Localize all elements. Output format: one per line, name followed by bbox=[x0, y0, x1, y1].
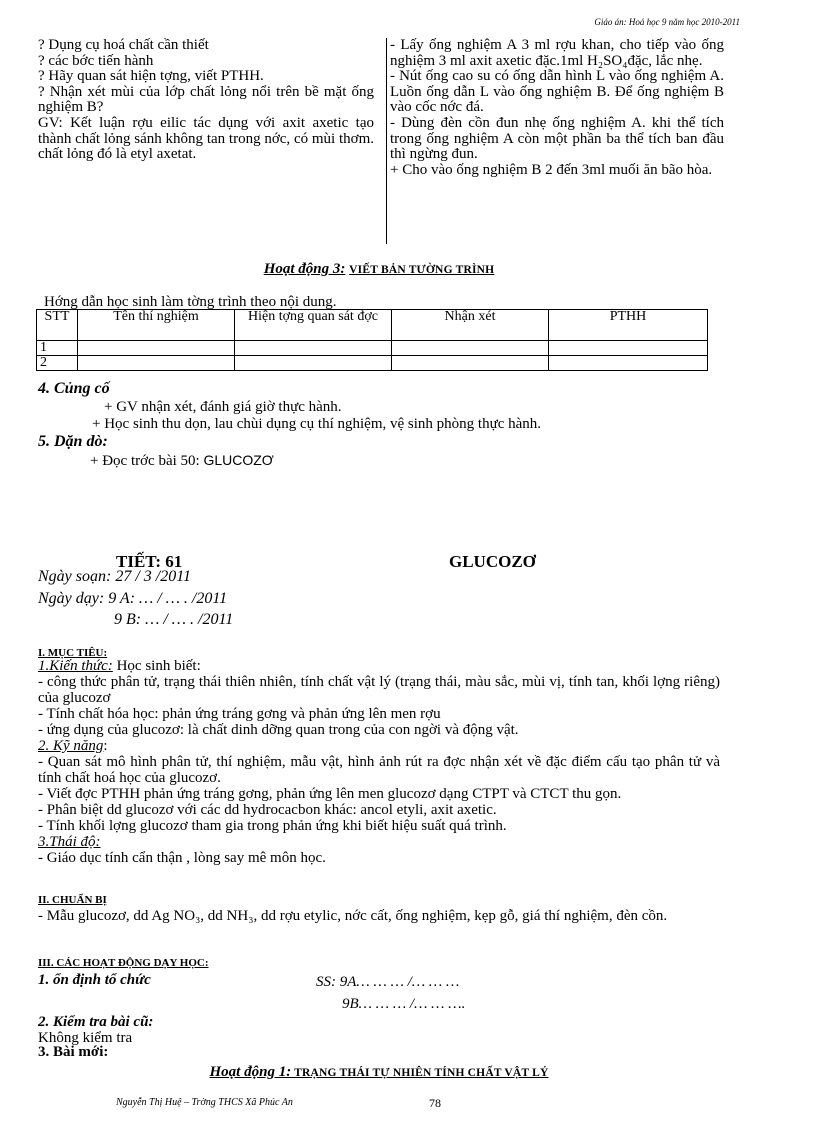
knowledge-item: - công thức phân tử, trạng thái thiên nhiên, tính chất vật lý (trạng thái, màu sắc, mùi vị, tính tan, khối lợng riêng) của glucozơ bbox=[38, 674, 720, 706]
section4-item: + GV nhận xét, đánh giá giờ thực hành. bbox=[104, 399, 342, 415]
knowledge-intro: Học sinh biết: bbox=[112, 658, 201, 674]
left-line: ? Dụng cụ hoá chất cần thiết bbox=[38, 37, 209, 53]
table-row bbox=[37, 341, 708, 356]
teach-date-b: 9 B: … / … . /2011 bbox=[114, 611, 234, 628]
table-header-cell: STT bbox=[37, 310, 78, 341]
activity1-title: TRẠNG THÁI TỰ NHIÊN TÍNH CHẤT VẬT LÝ bbox=[291, 1067, 549, 1079]
section5-item bbox=[90, 452, 274, 469]
table-header-cell: Tên thí nghiệm bbox=[78, 310, 235, 341]
table-row bbox=[37, 356, 708, 371]
teach-date-a: Ngày dạy: 9 A: … / … . /2011 bbox=[38, 590, 228, 607]
activity1-label: Hoạt động 1: bbox=[209, 1064, 292, 1080]
objectives-title: I. MỤC TIÊU: bbox=[38, 647, 108, 659]
table-cell bbox=[78, 341, 235, 356]
table-cell: 2 bbox=[37, 356, 78, 371]
ss-9a: SS: 9A… … … /… … … bbox=[316, 974, 460, 990]
lesson-title: GLUCOZƠ bbox=[449, 552, 536, 571]
section5-title: 5. Dặn dò: bbox=[38, 433, 108, 450]
skills-item: - Tính khối lợng glucozơ tham gia trong phản ứng khi biết hiệu suất quá trình. bbox=[38, 818, 507, 834]
table-cell bbox=[392, 341, 549, 356]
right-line: - Lấy ống nghiệm A 3 ml rợu khan, cho tiếp vào ống nghiệm 3 ml axit axetic đặc.1ml H₂SO₄đặc, lắc nhẹ. bbox=[390, 37, 724, 69]
guide-line: Hớng dẫn học sinh làm tờng trình theo nội dung. bbox=[44, 294, 337, 310]
right-line: - Dùng đèn cồn đun nhẹ ống nghiệm A. khi thể tích trong ống nghiệm A còn một phần ba thể tích ban đầu thì ngừng đun. bbox=[390, 114, 724, 163]
left-line: ? Hãy quan sát hiện tợng, viết PTHH. bbox=[38, 68, 264, 85]
activity1-heading bbox=[38, 1064, 720, 1081]
skills-colon: : bbox=[103, 738, 108, 754]
activity3-label: Hoạt động 3: bbox=[263, 261, 346, 277]
report-table bbox=[36, 309, 708, 371]
skills-label: 2. Kỹ năng bbox=[38, 738, 104, 754]
knowledge-item: - Tính chất hóa học: phản ứng tráng gơng và phản ứng lên men rợu bbox=[38, 706, 441, 722]
section5-prefix: + Đọc trớc bài 50: bbox=[90, 453, 204, 469]
attitude-item: - Giáo dục tính cẩn thận , lòng say mê môn học. bbox=[38, 850, 326, 866]
attitude-label: 3.Thái độ: bbox=[38, 834, 101, 850]
left-line: ? Nhận xét mùi của lớp chất lỏng nổi trên bề mặt ống nghiệm B? bbox=[38, 83, 374, 116]
section5-topic: GLUCOZƠ bbox=[203, 452, 274, 468]
table-cell bbox=[78, 356, 235, 371]
lesson-period: TIẾT: 61 bbox=[116, 552, 183, 571]
page-number: 78 bbox=[429, 1096, 441, 1110]
right-line: - Nút ống cao su có ống dẫn hình L vào ống nghiệm A. Luồn ống dẫn L vào ống nghiệm B. Để ống nghiệm B vào cốc nớc đá. bbox=[390, 68, 724, 116]
left-line: GV: Kết luận rợu eilic tác dụng với axit axetic tạo thành chất lỏng sánh không tan trong nớc, có mùi thơm. chất lỏng đó là etyl axetat. bbox=[38, 114, 374, 163]
table-cell bbox=[392, 356, 549, 371]
knowledge-block bbox=[38, 658, 720, 866]
activities-title: III. CÁC HOẠT ĐỘNG DẠY HỌC: bbox=[38, 957, 209, 969]
step2: 2. Kiểm tra bài cũ: bbox=[38, 1014, 154, 1030]
prep-text: - Mẫu glucozơ, dd Ag NO₃, dd NH₃, dd rợu etylic, nớc cất, ống nghiệm, kẹp gỗ, giá thí nghiệm, đèn cồn. bbox=[38, 908, 668, 924]
skills-item: - Quan sát mô hình phân tử, thí nghiệm, mẫu vật, hình ảnh rút ra đợc nhận xét về đặc điểm cấu tạo phân tử và tính chất hoá học của glucozơ. bbox=[38, 754, 720, 786]
table-cell bbox=[549, 356, 708, 371]
table-cell bbox=[235, 341, 392, 356]
table-header-cell: PTHH bbox=[549, 310, 708, 341]
activity3-heading bbox=[38, 261, 720, 278]
section4-item: + Học sinh thu dọn, lau chùi dụng cụ thí nghiệm, vệ sinh phòng thực hành. bbox=[92, 416, 542, 432]
step2-text: Không kiểm tra bbox=[38, 1030, 133, 1046]
table-header-row bbox=[37, 310, 708, 341]
table-header-cell: Hiện tợng quan sát đợc bbox=[235, 310, 392, 341]
section4-title: 4. Củng cố bbox=[38, 380, 110, 397]
knowledge-label: 1.Kiến thức: bbox=[38, 658, 113, 674]
step1: 1. ổn định tổ chức bbox=[38, 972, 151, 988]
right-line: + Cho vào ống nghiệm B 2 đến 3ml muối ăn bão hòa. bbox=[390, 161, 713, 178]
right-column bbox=[386, 38, 724, 244]
prep-title: II. CHUẨN BỊ bbox=[38, 894, 107, 906]
step3: 3. Bài mới: bbox=[38, 1044, 109, 1060]
footer-author: Nguyễn Thị Huệ – Trờng THCS Xã Phúc An bbox=[116, 1097, 293, 1108]
knowledge-item: - ứng dụng của glucozơ: là chất dinh dỡng quan trong của con ngời và động vật. bbox=[38, 722, 519, 738]
prep-date: Ngày soạn: 27 / 3 /2011 bbox=[38, 568, 192, 585]
table-header-cell: Nhận xét bbox=[392, 310, 549, 341]
left-line: ? các bớc tiến hành bbox=[38, 52, 154, 69]
table-cell bbox=[235, 356, 392, 371]
ss-9b: 9B… … … /… … …. bbox=[342, 996, 466, 1012]
left-column bbox=[38, 38, 374, 163]
skills-item: - Viết đợc PTHH phản ứng tráng gơng, phản ứng lên men glucozơ dạng CTPT và CTCT thu gọn. bbox=[38, 786, 622, 802]
table-cell: 1 bbox=[37, 341, 78, 356]
experiment-columns bbox=[38, 37, 724, 245]
activity3-title: VIẾT BẢN TƯỜNG TRÌNH bbox=[349, 264, 495, 276]
table-cell bbox=[549, 341, 708, 356]
skills-item: - Phân biệt dd glucozơ với các dd hydrocacbon khác: ancol etyli, axit axetic. bbox=[38, 802, 497, 818]
page-header: Giáo án: Hoá học 9 năm học 2010-2011 bbox=[594, 17, 740, 27]
